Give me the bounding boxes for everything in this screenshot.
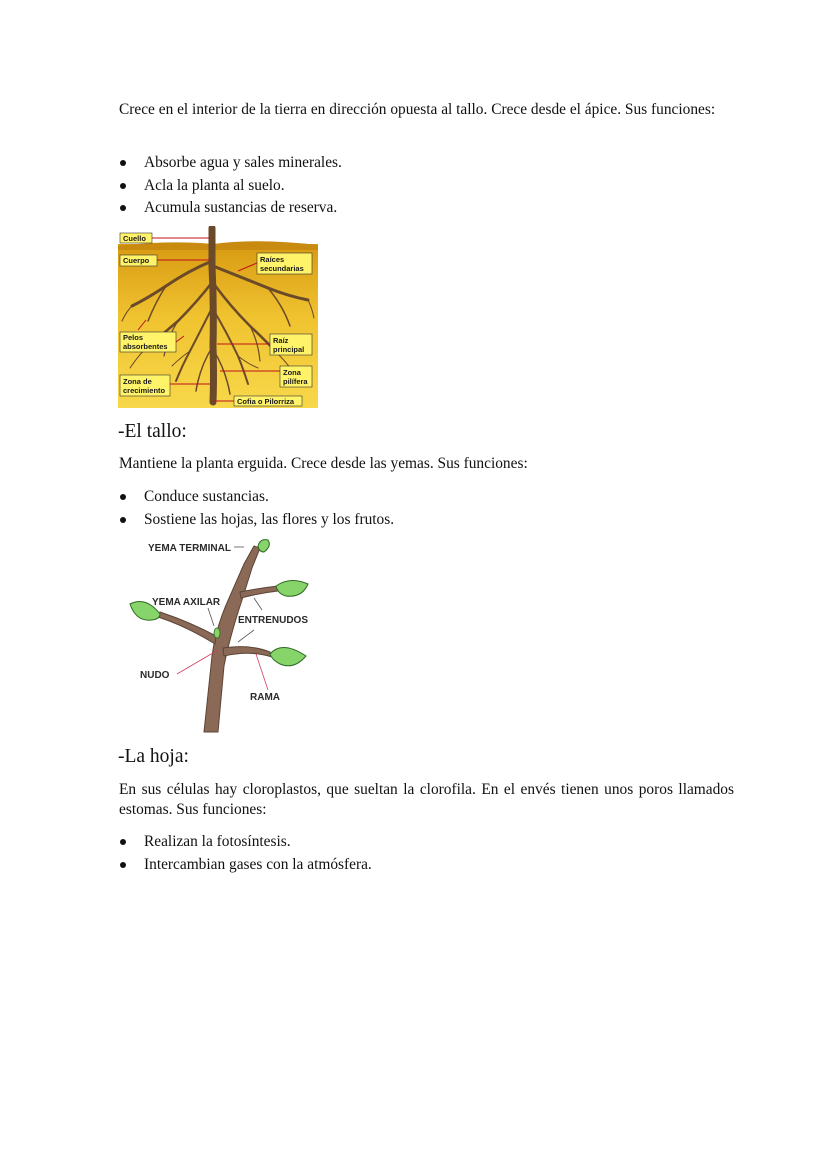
list-item-text: Realizan la fotosíntesis. [144, 833, 291, 850]
bullet-icon [120, 205, 126, 211]
label-raiz-principal-2: principal [273, 345, 305, 354]
label-pelos-absorbentes-2: absorbentes [123, 342, 168, 351]
leaf-heading: -La hoja: [118, 746, 189, 767]
label-zona-pilifera-2: pilífera [283, 377, 308, 386]
label-zona-crecimiento: Zona de [123, 377, 152, 386]
label-pelos-absorbentes: Pelos [123, 333, 144, 342]
list-item-text: Sostiene las hojas, las flores y los frutos. [144, 510, 395, 528]
list-item [119, 854, 372, 877]
stem-drawing [130, 540, 308, 732]
label-cuello: Cuello [123, 234, 146, 243]
leaf-intro-paragraph: En sus células hay cloroplastos, que sueltan la clorofila. En el envés tienen unos poros llamados estomas. Sus funciones: [119, 781, 734, 818]
list-item-text: Absorbe agua y sales minerales. [144, 154, 342, 171]
list-item-text: Intercambian gases con la atmósfera. [144, 855, 372, 873]
label-cofia: Cofia o Pilorriza [237, 397, 295, 406]
bullet-icon [120, 839, 126, 845]
label-raices-secundarias-2: secundarias [260, 264, 304, 273]
list-item [119, 509, 394, 532]
label-yema-terminal: YEMA TERMINAL [148, 543, 231, 554]
list-item [119, 175, 342, 198]
root-functions-list [119, 152, 342, 220]
bullet-icon [120, 517, 126, 523]
list-item-text: Acumula sustancias de reserva. [144, 199, 338, 216]
root-intro-paragraph: Crece en el interior de la tierra en dirección opuesta al tallo. Crece desde el ápice. Sus funciones: [119, 101, 716, 118]
list-item [119, 152, 342, 175]
label-nudo: NUDO [140, 670, 170, 681]
list-item-text: Conduce sustancias. [144, 488, 269, 505]
bullet-icon [120, 862, 126, 868]
label-yema-axilar: YEMA AXILAR [152, 597, 221, 608]
stem-diagram [120, 536, 320, 736]
stem-heading: -El tallo: [118, 421, 187, 442]
list-item [119, 197, 342, 220]
label-raices-secundarias: Raíces [260, 255, 285, 264]
label-zona-pilifera: Zona [283, 368, 301, 377]
bullet-icon [120, 494, 126, 500]
bullet-icon [120, 183, 126, 189]
list-item [119, 486, 394, 509]
leaf-functions-list [119, 831, 372, 876]
label-raiz-principal: Raíz [273, 336, 289, 345]
label-entrenudos: ENTRENUDOS [238, 615, 309, 626]
bullet-icon [120, 160, 126, 166]
stem-functions-list [119, 486, 394, 531]
label-rama: RAMA [250, 692, 280, 703]
list-item [119, 831, 372, 854]
label-zona-crecimiento-2: crecimiento [123, 386, 166, 395]
stem-intro-paragraph: Mantiene la planta erguida. Crece desde las yemas. Sus funciones: [119, 455, 528, 472]
label-cuerpo: Cuerpo [123, 256, 150, 265]
list-item-text: Acla la planta al suelo. [144, 176, 285, 194]
root-diagram [118, 226, 318, 408]
